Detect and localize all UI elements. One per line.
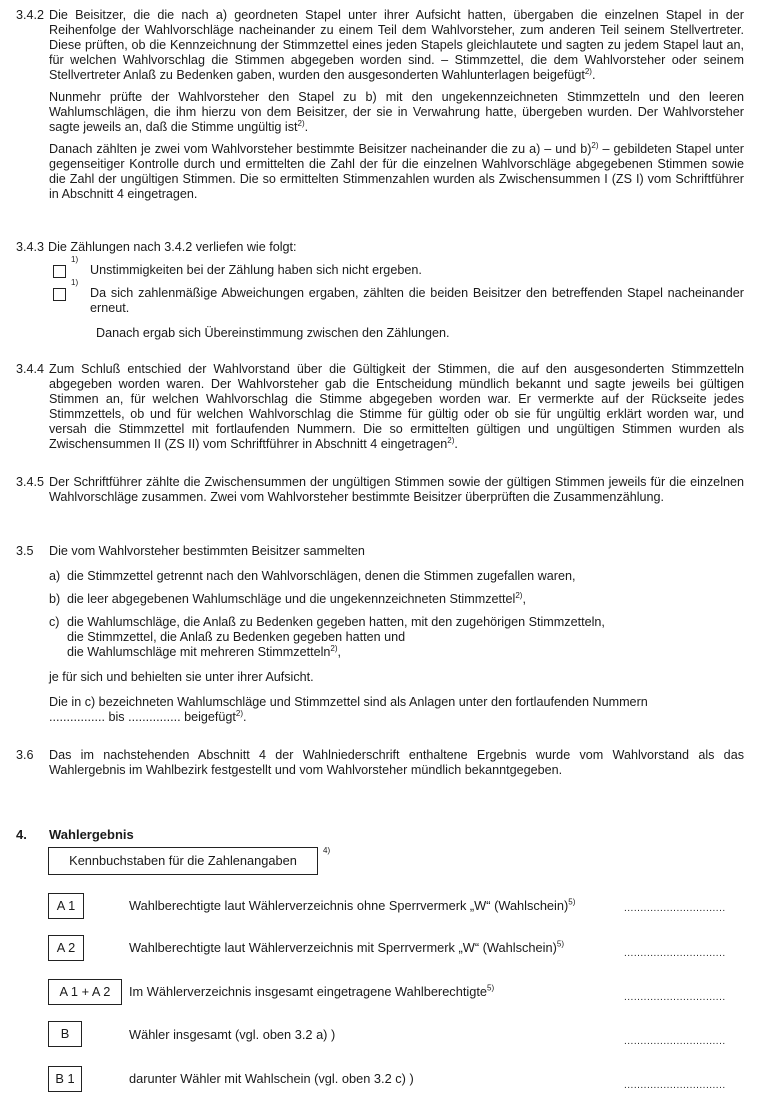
form-page: 3.4.2 Die Beisitzer, die die nach a) geordneten Stapel unter ihrer Aufsicht hatten, übergaben die einzelnen Stapel in der Reihenfolge der Wahlvorschläge nacheinander zu einem Teil dem Wahlvorsteher, zum anderen Teil seinem Stellvertreter. Diese prüften, ob die Kennzeichnung der Stimmzettel eines jeden Stapels gleichlautete und sagten zu jedem Stapel laut an, für welchen Wahlvorschlag die Stimmen abgegeben worden sind. – Stimmzettel, die dem Wahlvorsteher oder seinem Stellvertreter Anlaß zu Bedenken gaben, wurden den ausgesonderten Wahlunterlagen beigefügt$^{2)}$. Nunmehr prüfte der Wahlvorsteher den Stapel zu b) mit den ungekennzeichneten Stimmzetteln und den leeren Wahlumschlägen, die ihm hierzu von dem Beisitzer, der sie in Verwahrung hatte, übergeben wurden. Der Wahlvorsteher sagte jeweils an, daß die Stimme ungültig ist$^{2)}$. Danach zählten je zwei vom Wahlvorsteher bestimmte Beisitzer nacheinander die zu a) – und b)$^{2)}$ – gebildeten Stapel unter gegenseitiger Kontrolle durch und ermittelten die Zahl der für die einzelnen Wahlvorschläge abgegebenen Stimmen sowie die Zahl der ungültigen Stimmen. Die so ermittelten Stimmenzahlen wurden als Zwischensummen I (ZS I) vom Schriftführer in Abschnitt 4 eingetragen. 3.4.3 Die Zählungen nach 3.4.2 verliefen wie folgt: 1) Unstimmigkeiten bei der Zählung haben sich nicht ergeben. 1) Da sich zahlenmäßige Abweichungen ergaben, zählten die beiden Beisitzer den betreffenden Stapel nacheinander erneut. Danach ergab sich Übereinstimmung zwischen den Zählungen. 3.4.4 Zum Schluß entschied der Wahlvorstand über die Gültigkeit der Stimmen, die auf den ausgesonderten Stimmzetteln abgegeben worden waren. Der Wahlvorsteher gab die Entscheidung mündlich bekannt und sagte jeweils bei gültigen Stimmen an, für welchen Wahlvorschlag die Stimme abgegeben worden war. Er vermerkte auf der Rückseite jedes Stimmzettels, ob und für welchen Wahlvorschlag die Stimme für gültig oder ob sie für ungültig erklärt worden war, und versah die Stimmzettel mit fortlaufenden Nummern. Die so ermittelten gültigen und ungültigen Stimmen wurden als Zwischensummen II (ZS II) vom Schriftführer in Abschnitt 4 eingetragen$^{2)}$. 3.4.5 Der Schriftführer zählte die Zwischensummen der ungültigen Stimmen sowie der gültigen Stimmen jeweils für die einzelnen Wahlvorschläge zusammen. Zwei vom Wahlvorsteher bestimmte Beisitzer überprüften die Zusammenzählung. 3.5 Die vom Wahlvorsteher bestimmten Beisitzer sammelten a) die Stimmzettel getrennt nach den Wahlvorschlägen, denen die Stimmen zugefallen waren, b) die leer abgegebenen Wahlumschläge und die ungekennzeichneten Stimmzettel$^{2)}$, c) die Wahlumschläge, die Anlaß zu Bedenken gegeben hatten, mit den zugehörigen Stimmzetteln, die Stimmzettel, die Anlaß zu Bedenken gegeben hatten und die Wahlumschläge mit mehreren Stimmzetteln$^{2)}$, je für sich und behielten sie unter ihrer Aufsicht. Die in c) bezeichneten Wahlumschläge und Stimmzettel sind als Anlagen unter den fortlaufenden Nummern ................ bis ............... beigefügt$^{2)}$. 3.6 Das im nachstehenden Abschnitt 4 der Wahlniederschrift enthaltene Ergebnis wurde vom Wahlvorstand als das Wahlergebnis im Wahlbezirk festgestellt und vom Wahlvorsteher mündlich bekanntgegeben. 4. Wahlergebnis Kennbuchstaben für die Zahlenangaben 4) A 1 Wahlberechtigte laut Wählerverzeichnis ohne Sperrvermerk „W“ (Wahlschein)$^{5)}$ ............................... A 2 Wahlberechtigte laut Wählerverzeichnis mit Sperrvermerk „W“ (Wahlschein)$^{5)}$ ............................... A 1 + A 2 Im Wählerverzeichnis insgesamt eingetragene Wahlberechtigte$^{5)}$ ............................... B Wähler insgesamt (vgl. oben 3.2 a) ) ............................... B 1 darunter Wähler mit Wahlschein (vgl. oben 3.2 c) ) ...............................	[16, 8, 744, 1091]
checkbox-no-discrepancy[interactable]	[53, 265, 66, 278]
paragraph: Die in c) bezeichneten Wahlumschläge und Stimmzettel sind als Anlagen unter den fortlaufenden Nummern ................ bis ............... beigefügt$^{2)}$.	[49, 695, 648, 724]
option-row: 1) Unstimmigkeiten bei der Zählung haben sich nicht ergeben.	[53, 263, 744, 278]
section-3-5	[16, 544, 744, 725]
section-3-4-4	[16, 362, 744, 459]
section-title: Wahlergebnis	[49, 827, 134, 842]
annex-number-to-field[interactable]: ...............	[128, 710, 181, 724]
section-number: 3.5	[16, 544, 34, 558]
value-field-a1-a2[interactable]: ...............................	[624, 992, 726, 1003]
code-box-b: B	[48, 1021, 82, 1047]
section-intro: Die vom Wahlvorsteher bestimmten Beisitzer sammelten	[49, 544, 365, 558]
row-label-a2: Wahlberechtigte laut Wählerverzeichnis mit Sperrvermerk „W“ (Wahlschein)$^{5)}$	[129, 939, 564, 955]
collection-list	[49, 569, 744, 660]
option-label: Unstimmigkeiten bei der Zählung haben sich nicht ergeben.	[90, 263, 422, 277]
paragraph: Die Beisitzer, die die nach a) geordneten Stapel unter ihrer Aufsicht hatten, übergaben die einzelnen Stapel in der Reihenfolge der Wahlvorschläge nacheinander zu einem Teil dem Wahlvorsteher, zum anderen Teil seinem Stellvertreter. Diese prüften, ob die Kennzeichnung der Stimmzettel eines jeden Stapels gleichlautete und sagten zu jedem Stapel laut an, für welchen Wahlvorschlag die Stimmen abgegeben worden sind. – Stimmzettel, die dem Wahlvorsteher oder seinem Stellvertreter Anlaß zu Bedenken gaben, wurden den ausgesonderten Wahlunterlagen beigefügt$^{2)}$.	[49, 8, 744, 82]
section-4-heading: 4. Wahlergebnis	[16, 827, 134, 842]
paragraph: Der Schriftführer zählte die Zwischensummen der ungültigen Stimmen sowie der gültigen Stimmen jeweils für die einzelnen Wahlvorschläge zusammen. Zwei vom Wahlvorsteher bestimmte Beisitzer überprüften die Zusammenzählung.	[49, 475, 744, 504]
section-3-4-3	[16, 240, 744, 341]
value-field-a1[interactable]: ...............................	[624, 903, 726, 914]
code-box-b1: B 1	[48, 1066, 82, 1092]
section-number: 3.4.4	[16, 362, 45, 376]
row-label-b1: darunter Wähler mit Wahlschein (vgl. oben 3.2 c) )	[129, 1071, 414, 1086]
section-3-4-5	[16, 475, 744, 512]
list-item: c) die Wahlumschläge, die Anlaß zu Bedenken gegeben hatten, mit den zugehörigen Stimmzetteln, die Stimmzettel, die Anlaß zu Bedenken gegeben hatten und die Wahlumschläge mit mehreren Stimmzetteln$^{2)}$,	[49, 615, 605, 659]
option-followup: Danach ergab sich Übereinstimmung zwischen den Zählungen.	[96, 326, 450, 340]
value-field-a2[interactable]: ...............................	[624, 948, 726, 959]
section-3-6	[16, 748, 744, 785]
code-letters-header-box: Kennbuchstaben für die Zahlenangaben	[48, 847, 318, 875]
code-box-a1: A 1	[48, 893, 84, 919]
row-label-a1-a2: Im Wählerverzeichnis insgesamt eingetragene Wahlberechtigte$^{5)}$	[129, 983, 495, 999]
value-field-b1[interactable]: ...............................	[624, 1080, 726, 1091]
value-field-b[interactable]: ...............................	[624, 1036, 726, 1047]
paragraph: je für sich und behielten sie unter ihrer Aufsicht.	[49, 670, 314, 684]
section-number: 3.4.3	[16, 240, 45, 254]
option-label: Da sich zahlenmäßige Abweichungen ergaben, zählten die beiden Beisitzer den betreffenden Stapel nacheinander erneut.	[90, 286, 744, 315]
section-number: 3.4.2	[16, 8, 45, 22]
code-box-a1-a2: A 1 + A 2	[48, 979, 122, 1005]
section-intro: Die Zählungen nach 3.4.2 verliefen wie folgt:	[48, 240, 297, 254]
checkbox-discrepancy[interactable]	[53, 288, 66, 301]
annex-number-from-field[interactable]: ................	[49, 710, 105, 724]
paragraph: Das im nachstehenden Abschnitt 4 der Wahlniederschrift enthaltene Ergebnis wurde vom Wahlvorstand als das Wahlergebnis im Wahlbezirk festgestellt und vom Wahlvorsteher mündlich bekanntgegeben.	[49, 748, 744, 777]
option-row: 1) Da sich zahlenmäßige Abweichungen ergaben, zählten die beiden Beisitzer den betreffenden Stapel nacheinander erneut.	[53, 286, 744, 316]
section-3-4-2	[16, 8, 744, 209]
section-number: 3.6	[16, 748, 34, 762]
paragraph: Nunmehr prüfte der Wahlvorsteher den Stapel zu b) mit den ungekennzeichneten Stimmzetteln und den leeren Wahlumschlägen, die ihm hierzu von dem Beisitzer, der sie in Verwahrung hatte, übergeben wurden. Der Wahlvorsteher sagte jeweils an, daß die Stimme ungültig ist$^{2)}$.	[49, 90, 744, 134]
row-label-a1: Wahlberechtigte laut Wählerverzeichnis ohne Sperrvermerk „W“ (Wahlschein)$^{5)}$	[129, 897, 576, 913]
paragraph: Danach zählten je zwei vom Wahlvorsteher bestimmte Beisitzer nacheinander die zu a) – und b)$^{2)}$ – gebildeten Stapel unter gegenseitiger Kontrolle durch und ermittelten die Zahl der für die einzelnen Wahlvorschläge abgegebenen Stimmen sowie die Zahl der ungültigen Stimmen. Die so ermittelten Stimmenzahlen wurden als Zwischensummen I (ZS I) vom Schriftführer in Abschnitt 4 eingetragen.	[49, 140, 744, 201]
code-box-a2: A 2	[48, 935, 84, 961]
paragraph: Zum Schluß entschied der Wahlvorstand über die Gültigkeit der Stimmen, die auf den ausgesonderten Stimmzetteln abgegeben worden waren. Der Wahlvorsteher gab die Entscheidung mündlich bekannt und sagte jeweils bei gültigen Stimmen an, für welchen Wahlvorschlag die Stimme abgegeben worden war. Er vermerkte auf der Rückseite jedes Stimmzettels, ob und für welchen Wahlvorschlag die Stimme für gültig oder ob sie für ungültig erklärt worden war, und versah die Stimmzettel mit fortlaufenden Nummern. Die so ermittelten gültigen und ungültigen Stimmen wurden als Zwischensummen II (ZS II) vom Schriftführer in Abschnitt 4 eingetragen$^{2)}$.	[49, 362, 744, 451]
section-number: 3.4.5	[16, 475, 45, 489]
list-item: a) die Stimmzettel getrennt nach den Wahlvorschlägen, denen die Stimmen zugefallen waren,	[49, 569, 576, 583]
list-item: b) die leer abgegebenen Wahlumschläge und die ungekennzeichneten Stimmzettel$^{2)}$,	[49, 590, 526, 606]
row-label-b: Wähler insgesamt (vgl. oben 3.2 a) )	[129, 1027, 336, 1042]
